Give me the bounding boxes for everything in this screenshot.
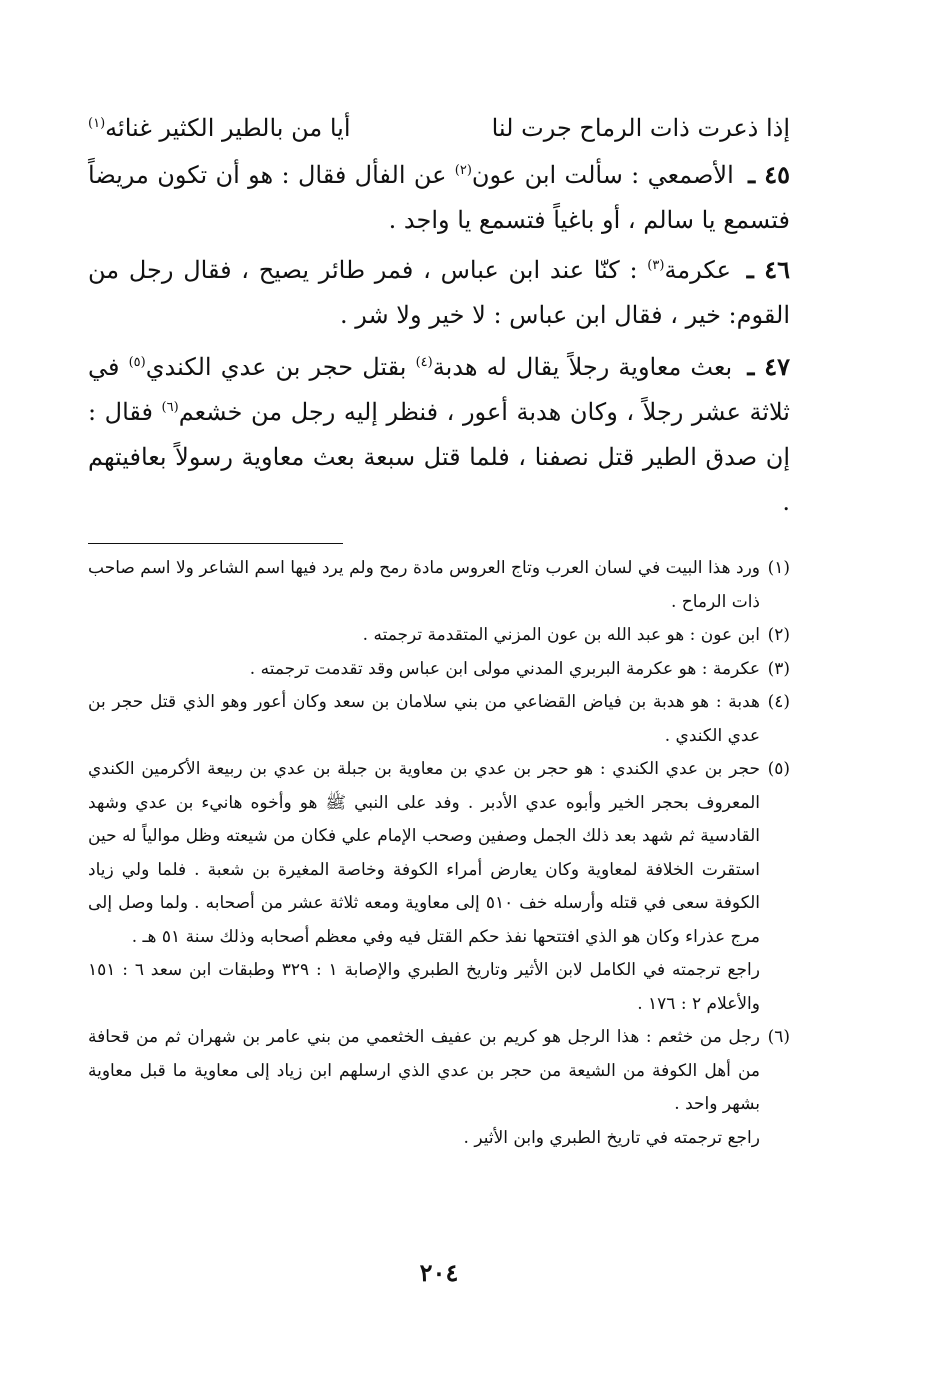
footnote-4: (٤) هدبة : هو هدبة بن فياض القضاعي من بني سلامان بن سعد وكان أعور وهو الذي قتل حجر بن عدي الكندي . <box>88 686 790 753</box>
footnote-ref: (١) <box>88 116 106 131</box>
footnote-number: (٤) <box>767 692 790 712</box>
footnote-number: (٥) <box>767 759 790 779</box>
footnote-ref: (٥) <box>128 355 146 370</box>
paragraph-number: ٤٥ ـ <box>748 160 790 189</box>
paragraph-45: ٤٥ ـ الأصمعي : سألت ابن عون$^{(٢)}$ عن الفأل فقال : هو أن تكون مريضاً فتسمع يا سالم ، أو باغياً فتسمع يا واجد . <box>88 160 790 234</box>
footnote-number: (١) <box>767 558 790 578</box>
footnote-5: (٥) حجر بن عدي الكندي : هو حجر بن عدي بن معاوية بن جبلة بن عدي بن ربيعة الأكرمين الكندي المعروف بحجر الخير وأبوه عدي الأدبر . وفد على النبي ﷺ هو وأخوه هانيء بن عدي وشهد القادسية ثم شهد بعد ذلك الجمل وصفين وصحب الإمام علي فكان من شيعته وظل موالياً له حين استقرت الخلافة لمعاوية وكان يعارض أمراء الكوفة وخاصة المغيرة بن شعبة . فلما ولي زياد الكوفة سعى في قتله وأرسله خف ٥١٠ إلى معاوية ومعه ثلاثة عشر من أصحابه . ولما وصل إلى مرج عذراء وكان هو الذي افتتحها نفذ حكم القتل فيه وفي معظم أصحابه وذلك سنة ٥١ هـ . راجع ترجمته في الكامل لابن الأثير وتاريخ الطبري والإصابة ١ : ٣٢٩ وطبقات ابن سعد ٦ : ١٥١ والأعلام ٢ : ١٧٦ . <box>88 753 790 1021</box>
verse-second-hemistich: أيا من بالطير الكثير غنائه$^{(١)}$ <box>88 114 351 142</box>
footnote-ref: (٢) <box>454 163 472 178</box>
footnotes <box>88 552 790 1155</box>
footnote-ref: (٦) <box>161 400 179 415</box>
paragraph-46: ٤٦ ـ عكرمة$^{(٣)}$ : كنّا عند ابن عباس ، فمر طائر يصيح ، فقال رجل من القوم: خير ، فقال ابن عباس : لا خير ولا شر . <box>88 255 790 329</box>
footnote-separator <box>88 543 343 544</box>
verse-first-hemistich: إذا ذعرت ذات الرماح جرت لنا <box>491 114 790 142</box>
footnote-number: (٢) <box>767 625 790 645</box>
footnote-number: (٣) <box>767 658 790 679</box>
footnote-3: (٣) عكرمة : هو عكرمة البربري المدني مولى ابن عباس وقد تقدمت ترجمته . <box>88 653 790 687</box>
paragraph-number: ٤٦ ـ <box>746 255 790 284</box>
page-number: ٢٠٤ <box>419 1258 459 1287</box>
footnote-separator-wrap <box>88 529 790 552</box>
footnote-2: (٢) ابن عون : هو عبد الله بن عون المزني المتقدمة ترجمته . <box>88 619 790 653</box>
poem-verse <box>88 108 790 152</box>
footnote-number: (٦) <box>767 1027 790 1047</box>
footnote-ref: (٤) <box>415 355 433 370</box>
footnote-ref: (٣) <box>647 258 665 273</box>
paragraph-47: ٤٧ ـ بعث معاوية رجلاً يقال له هدبة$^{(٤)}$ بقتل حجر بن عدي الكندي$^{(٥)}$ في ثلاثة عشر رجلاً ، وكان هدبة أعور ، فنظر إليه رجل من خشعم$^{(٦)}$ فقال : إن صدق الطير قتل نصفنا ، فلما قتل سبعة بعث معاوية رسولاً بعافيتهم . <box>88 352 790 516</box>
footnote-6: (٦) رجل من خثعم : هذا الرجل هو كريم بن عفيف الخثعمي من بني عامر بن شهران ثم من قحافة من أهل الكوفة من الشيعة من حجر بن عدي الذي ارسلهم ابن زياد إلى معاوية ما قبل معاوية بشهر واحد . راجع ترجمته في تاريخ الطبري وابن الأثير . <box>88 1021 790 1155</box>
footnote-1: (١) ورد هذا البيت في لسان العرب وتاج العروس مادة رمح ولم يرد فيها اسم الشاعر ولا اسم صاحب ذات الرماح . <box>88 552 790 619</box>
book-page <box>88 108 790 1328</box>
paragraph-number: ٤٧ ـ <box>747 352 790 381</box>
